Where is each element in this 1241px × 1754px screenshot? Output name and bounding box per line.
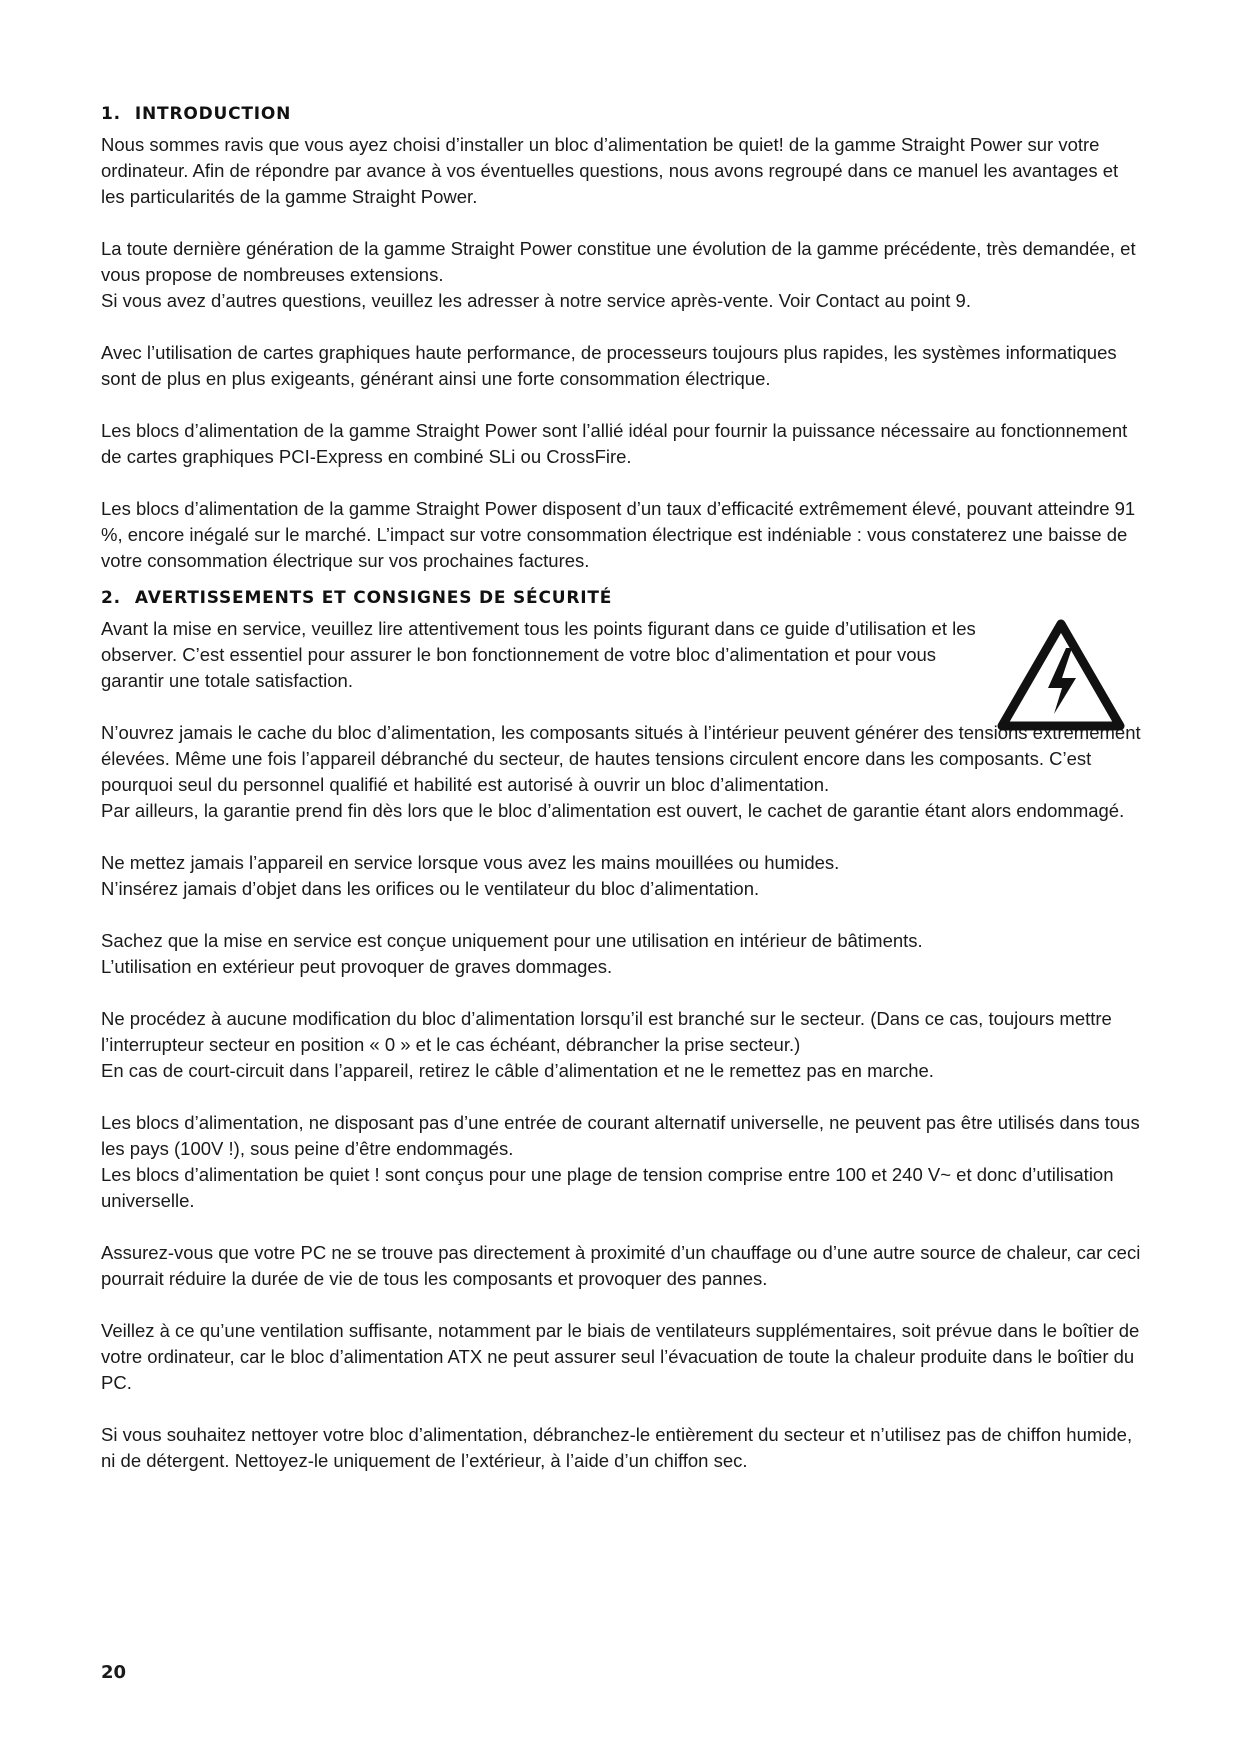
section-1-heading: [101, 104, 1146, 124]
paragraph: Avant la mise en service, veuillez lire attentivement tous les points figurant dans ce guide d’utilisation et les observer. C’est essentiel pour assurer le bon fonctionnement de votre bloc d’alimentation et pour vous garantir une totale satisfaction.: [101, 618, 976, 691]
paragraph: Les blocs d’alimentation de la gamme Straight Power sont l’allié idéal pour fournir la puissance nécessaire au fonctionnement de cartes graphiques PCI-Express en combiné SLi ou CrossFire.: [101, 420, 1128, 467]
paragraph: Sachez que la mise en service est conçue uniquement pour une utilisation en intérieur de bâtiments. L’utilisation en extérieur peut provoquer de graves dommages.: [101, 930, 923, 977]
paragraph: Ne procédez à aucune modification du bloc d’alimentation lorsqu’il est branché sur le secteur. (Dans ce cas, toujours mettre l’interrupteur secteur en position « 0 » et le cas échéant, débrancher la prise secteur.) En cas de court-circuit dans l’appareil, retirez le câble d’alimentation et ne le remettez pas en marche.: [101, 1008, 1112, 1081]
paragraph: Nous sommes ravis que vous ayez choisi d’installer un bloc d’alimentation be quiet! de la gamme Straight Power sur votre ordinateur. Afin de répondre par avance à vos éventuelles questions, nous avons regroupé dans ce manuel les avantages et les particularités de la gamme Straight Power.: [101, 134, 1119, 207]
section-1-number: 1.: [101, 104, 121, 124]
section-2-number: 2.: [101, 588, 121, 608]
paragraph: N’ouvrez jamais le cache du bloc d’alimentation, les composants situés à l’intérieur peuvent générer des tensions extrêmement élevées. Même une fois l’appareil débranché du secteur, de hautes tensions circulent encore dans les composants. C’est pourquoi seul du personnel qualifié et habilité est autorisé à ouvrir un bloc d’alimentation. Par ailleurs, la garantie prend fin dès lors que le bloc d’alimentation est ouvert, le cachet de garantie étant alors endommagé.: [101, 722, 1141, 821]
section-1-title: INTRODUCTION: [134, 104, 292, 124]
paragraph: Avec l’utilisation de cartes graphiques haute performance, de processeurs toujours plus rapides, les systèmes informatiques sont de plus en plus exigeants, générant ainsi une forte consommation électrique.: [101, 342, 1117, 389]
section-2: [101, 588, 1146, 694]
paragraph: Si vous souhaitez nettoyer votre bloc d’alimentation, débranchez-le entièrement du secteur et n’utilisez pas de chiffon humide, ni de détergent. Nettoyez-le uniquement de l’extérieur, à l’aide d’un chiffon sec.: [101, 1424, 1133, 1471]
paragraph: Veillez à ce qu’une ventilation suffisante, notamment par le biais de ventilateurs supplémentaires, soit prévue dans le boîtier de votre ordinateur, car le bloc d’alimentation ATX ne peut assurer seul l’évacuation de toute la chaleur produite dans le boîtier du PC.: [101, 1320, 1140, 1393]
section-2-heading: [101, 588, 1146, 608]
paragraph: La toute dernière génération de la gamme Straight Power constitue une évolution de la gamme précédente, très demandée, et vous propose de nombreuses extensions. Si vous avez d’autres questions, veuillez les adresser à notre service après-vente. Voir Contact au point 9.: [101, 238, 1136, 311]
paragraph: Les blocs d’alimentation de la gamme Straight Power disposent d’un taux d’efficacité extrêmement élevé, pouvant atteindre 91 %, encore inégalé sur le marché. L’impact sur votre consommation électrique est indéniable : vous constaterez une baisse de votre consommation électrique sur vos prochaines factures.: [101, 498, 1136, 571]
paragraph: Les blocs d’alimentation, ne disposant pas d’une entrée de courant alternatif universelle, ne peuvent pas être utilisés dans tous les pays (100V !), sous peine d’être endommagés. Les blocs d’alimentation be quiet ! sont conçus pour une plage de tension comprise entre 100 et 240 V~ et donc d’utilisation universelle.: [101, 1112, 1140, 1211]
paragraph: Ne mettez jamais l’appareil en service lorsque vous avez les mains mouillées ou humides. N’insérez jamais d’objet dans les orifices ou le ventilateur du bloc d’alimentation.: [101, 852, 840, 899]
document-page: [101, 104, 1146, 1500]
page-number: 20: [101, 1662, 127, 1683]
high-voltage-warning-icon: [996, 618, 1126, 733]
section-2-title: AVERTISSEMENTS ET CONSIGNES DE SÉCURITÉ: [134, 588, 613, 608]
paragraph: Assurez-vous que votre PC ne se trouve pas directement à proximité d’un chauffage ou d’une autre source de chaleur, car ceci pourrait réduire la durée de vie de tous les composants et provoquer des pannes.: [101, 1242, 1141, 1289]
